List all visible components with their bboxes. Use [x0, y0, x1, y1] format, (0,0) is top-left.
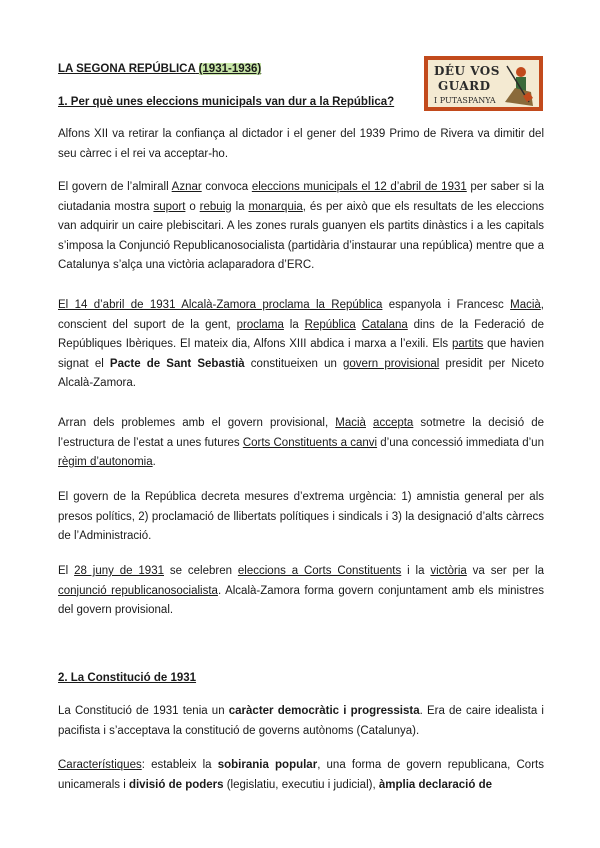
- paragraph-1: Alfons XII va retirar la confiança al dictador i el gener del 1939 Primo de Rivera va dimitir del seu càrrec i el rei va acceptar-ho.: [58, 128, 544, 160]
- saint-george-icon: [501, 62, 537, 108]
- section1-heading: 1. Per què unes eleccions municipals van dur a la República?: [58, 96, 395, 108]
- stamp-line3: I PUTASPANYA: [434, 96, 496, 105]
- paragraph-8: Característiques: estableix la sobirania popular, una forma de govern republicana, Corts unicamerals i divisió de poders (legislatiu, executiu i judicial), àmplia declaració de: [58, 759, 544, 791]
- stamp-line1: DÉU VOS: [434, 64, 500, 78]
- title-main: LA SEGONA REPÚBLICA: [58, 63, 196, 75]
- paragraph-4: Arran dels problemes amb el govern provisional, Macià accepta sotmetre la decisió de l’estructura de l’estat a unes futures Corts Constituents a canvi d’una concessió immediata d’un règim d’autonomia.: [58, 417, 544, 468]
- paragraph-5: El govern de la República decreta mesures d’extrema urgència: 1) amnistia general per als presos polítics, 2) proclamació de llibertats polítiques i sindicals i 3) la designació d’alts càrrecs de l’Administració.: [58, 491, 544, 542]
- paragraph-3: El 14 d’abril de 1931 Alcalà-Zamora proclama la República espanyola i Francesc Macià, conscient del suport de la gent, proclama la República Catalana dins de la Federació de Repúbliques Ibèriques. El mateix dia, Alfons XIII abdica i marxa a l’exili. Els partits que havien signat el Pacte de Sant Sebastià constitueixen un govern provisional presidit per Niceto Alcalà-Zamora.: [58, 299, 545, 389]
- section2-heading: 2. La Constitució de 1931: [58, 672, 197, 684]
- stamp-logo: [424, 56, 543, 111]
- paragraph-6: El 28 juny de 1931 se celebren eleccions a Corts Constituents i la victòria va ser per la conjunció republicanosocialista. Alcalà-Zamora forma govern conjuntament amb els ministres del govern provisional.: [58, 565, 544, 616]
- paragraph-2: El govern de l’almirall Aznar convoca eleccions municipals el 12 d’abril de 1931 per saber si la ciutadania mostra suport o rebuig la monarquia, és per això que els resultats de les eleccions van adquirir un caire plebiscitari. A les zones rurals guanyen els partits dinàstics i a les capitals s’imposa la Conjunció Republicanosocialista (partidària d’instaurar una república) mentre que a Catalunya s’alça una victòria aclaparadora d’ERC.: [58, 181, 544, 271]
- page-title: [58, 63, 261, 75]
- title-years: (1931-1936): [198, 63, 262, 75]
- paragraph-7: La Constitució de 1931 tenia un caràcter democràtic i progressista. Era de caire idealista i pacifista i s’acceptava la constitució de governs autònoms (Catalunya).: [58, 705, 544, 737]
- stamp-line2: GUARD: [438, 79, 491, 93]
